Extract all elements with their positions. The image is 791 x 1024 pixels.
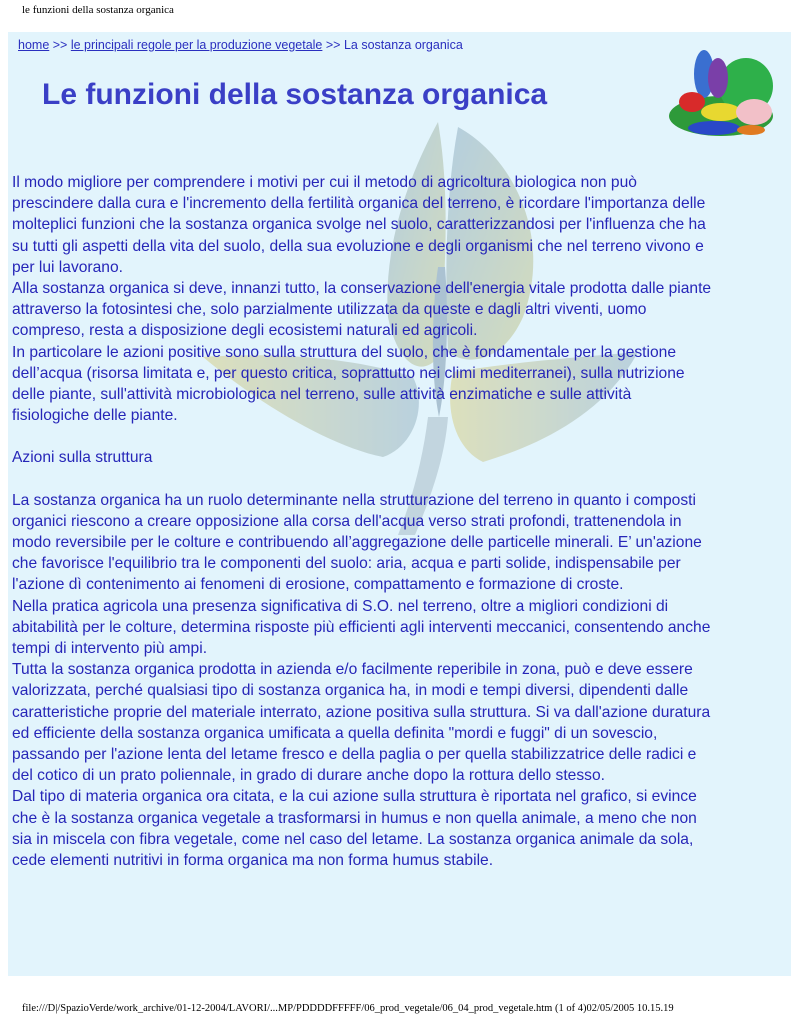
breadcrumb-section-link[interactable]: le principali regole per la produzione vegetale xyxy=(70,38,323,52)
body-paragraph: Il modo migliore per comprendere i motivi per cui il metodo di agricoltura biologica non può prescindere dalla cura e l'incremento della fertilità organica del terreno, è ricordare l'importanza delle molteplici funzioni che la sostanza organica svolge nel suolo, caratterizzandosi per l'influenza che ha su tutti gli aspetti della vita del suolo, della sua evoluzione e degli organismi che nel terreno vivono e per lui lavorano. xyxy=(12,174,706,276)
breadcrumb-separator: >> xyxy=(322,38,344,52)
page-panel xyxy=(8,32,791,976)
landscape-logo xyxy=(666,46,776,138)
breadcrumb xyxy=(18,38,463,52)
body-paragraph: Tutta la sostanza organica prodotta in azienda e/o facilmente reperibile in zona, può e deve essere valorizzata, perché qualsiasi tipo di sostanza organica ha, in modi e tempi diversi, dipendenti dalle caratteristiche proprie del materiale interrato, azione positiva sulla struttura. Si va dall'azione duratura ed efficiente della sostanza organica umificata a quella definita "mordi e fuggi" di un sovescio, passando per l'azione lenta del letame fresco e della paglia o per quella stabilizzatrice delle radici e del cotico di un prato poliennale, in grado di durare anche dopo la rottura dello stesso. xyxy=(12,661,711,785)
body-paragraph: Nella pratica agricola una presenza significativa di S.O. nel terreno, oltre a migliori condizioni di abitabilità per le colture, determina risposte più efficienti agli interventi meccanici, consentendo anche tempi di intervento più ampi. xyxy=(12,597,711,658)
logo-field-orange xyxy=(737,125,765,135)
breadcrumb-home-link[interactable]: home xyxy=(18,38,50,52)
body-paragraph: Dal tipo di materia organica ora citata, e la cui azione sulla struttura è riportata nel grafico, si evince che è la sostanza organica vegetale a trasformarsi in humus e non quella animale, a meno che non sia in miscela con fibra vegetale, come nel caso del letame. La sostanza organica animale da sola, cede elementi nutritivi in forma organica ma non forma humus stabile. xyxy=(12,788,697,870)
logo-field-blue xyxy=(688,121,740,135)
spacer xyxy=(12,469,712,490)
print-header: le funzioni della sostanza organica xyxy=(22,4,174,16)
print-footer: file:///D|/SpazioVerde/work_archive/01-12-2004/LAVORI/...MP/PDDDDFFFFF/06_prod_vegetale/06_04_prod_vegetale.htm (1 of 4)02/05/2005 10.15.19 xyxy=(22,1003,674,1014)
article-content xyxy=(12,172,712,871)
logo-field-yellow xyxy=(701,103,741,121)
logo-field-pink xyxy=(736,99,772,125)
logo-tree-purple xyxy=(708,58,728,98)
logo-house-red xyxy=(679,92,705,112)
page-title: Le funzioni della sostanza organica xyxy=(42,78,548,111)
spacer xyxy=(12,426,712,447)
breadcrumb-separator: >> xyxy=(49,38,71,52)
breadcrumb-current: La sostanza organica xyxy=(343,38,463,52)
body-paragraph: Alla sostanza organica si deve, innanzi tutto, la conservazione dell'energia vitale prodotta dalle piante attraverso la fotosintesi che, solo parzialmente utilizzata da queste e dagli altri viventi, uomo compreso, resta a disposizione degli ecosistemi naturali ed agricoli. xyxy=(12,280,712,340)
body-paragraph: La sostanza organica ha un ruolo determinante nella strutturazione del terreno in quanto i composti organici riescono a creare opposizione alla corsa dell'acqua verso strati profondi, trattenendola in modo reversibile per le colture e contribuendo all’aggregazione delle particelle minerali. E’ un'azione che favorisce l'equilibrio tra le componenti del suolo: aria, acqua e parti solide, indispensabile per l'azione dì contenimento ai fenomeni di erosione, compattamento e formazione di croste. xyxy=(12,491,702,594)
body-paragraph: In particolare le azioni positive sono sulla struttura del suolo, che è fondamentale per la gestione dell’acqua (risorsa limitata e, per questo critica, soprattutto nei climi mediterranei), sulla nutrizione delle piante, sull'attività microbiologica nel terreno, sulle attività enzimatiche e sulle attività fisiologiche delle piante. xyxy=(12,343,685,425)
section-subheading: Azioni sulla struttura xyxy=(12,449,153,467)
